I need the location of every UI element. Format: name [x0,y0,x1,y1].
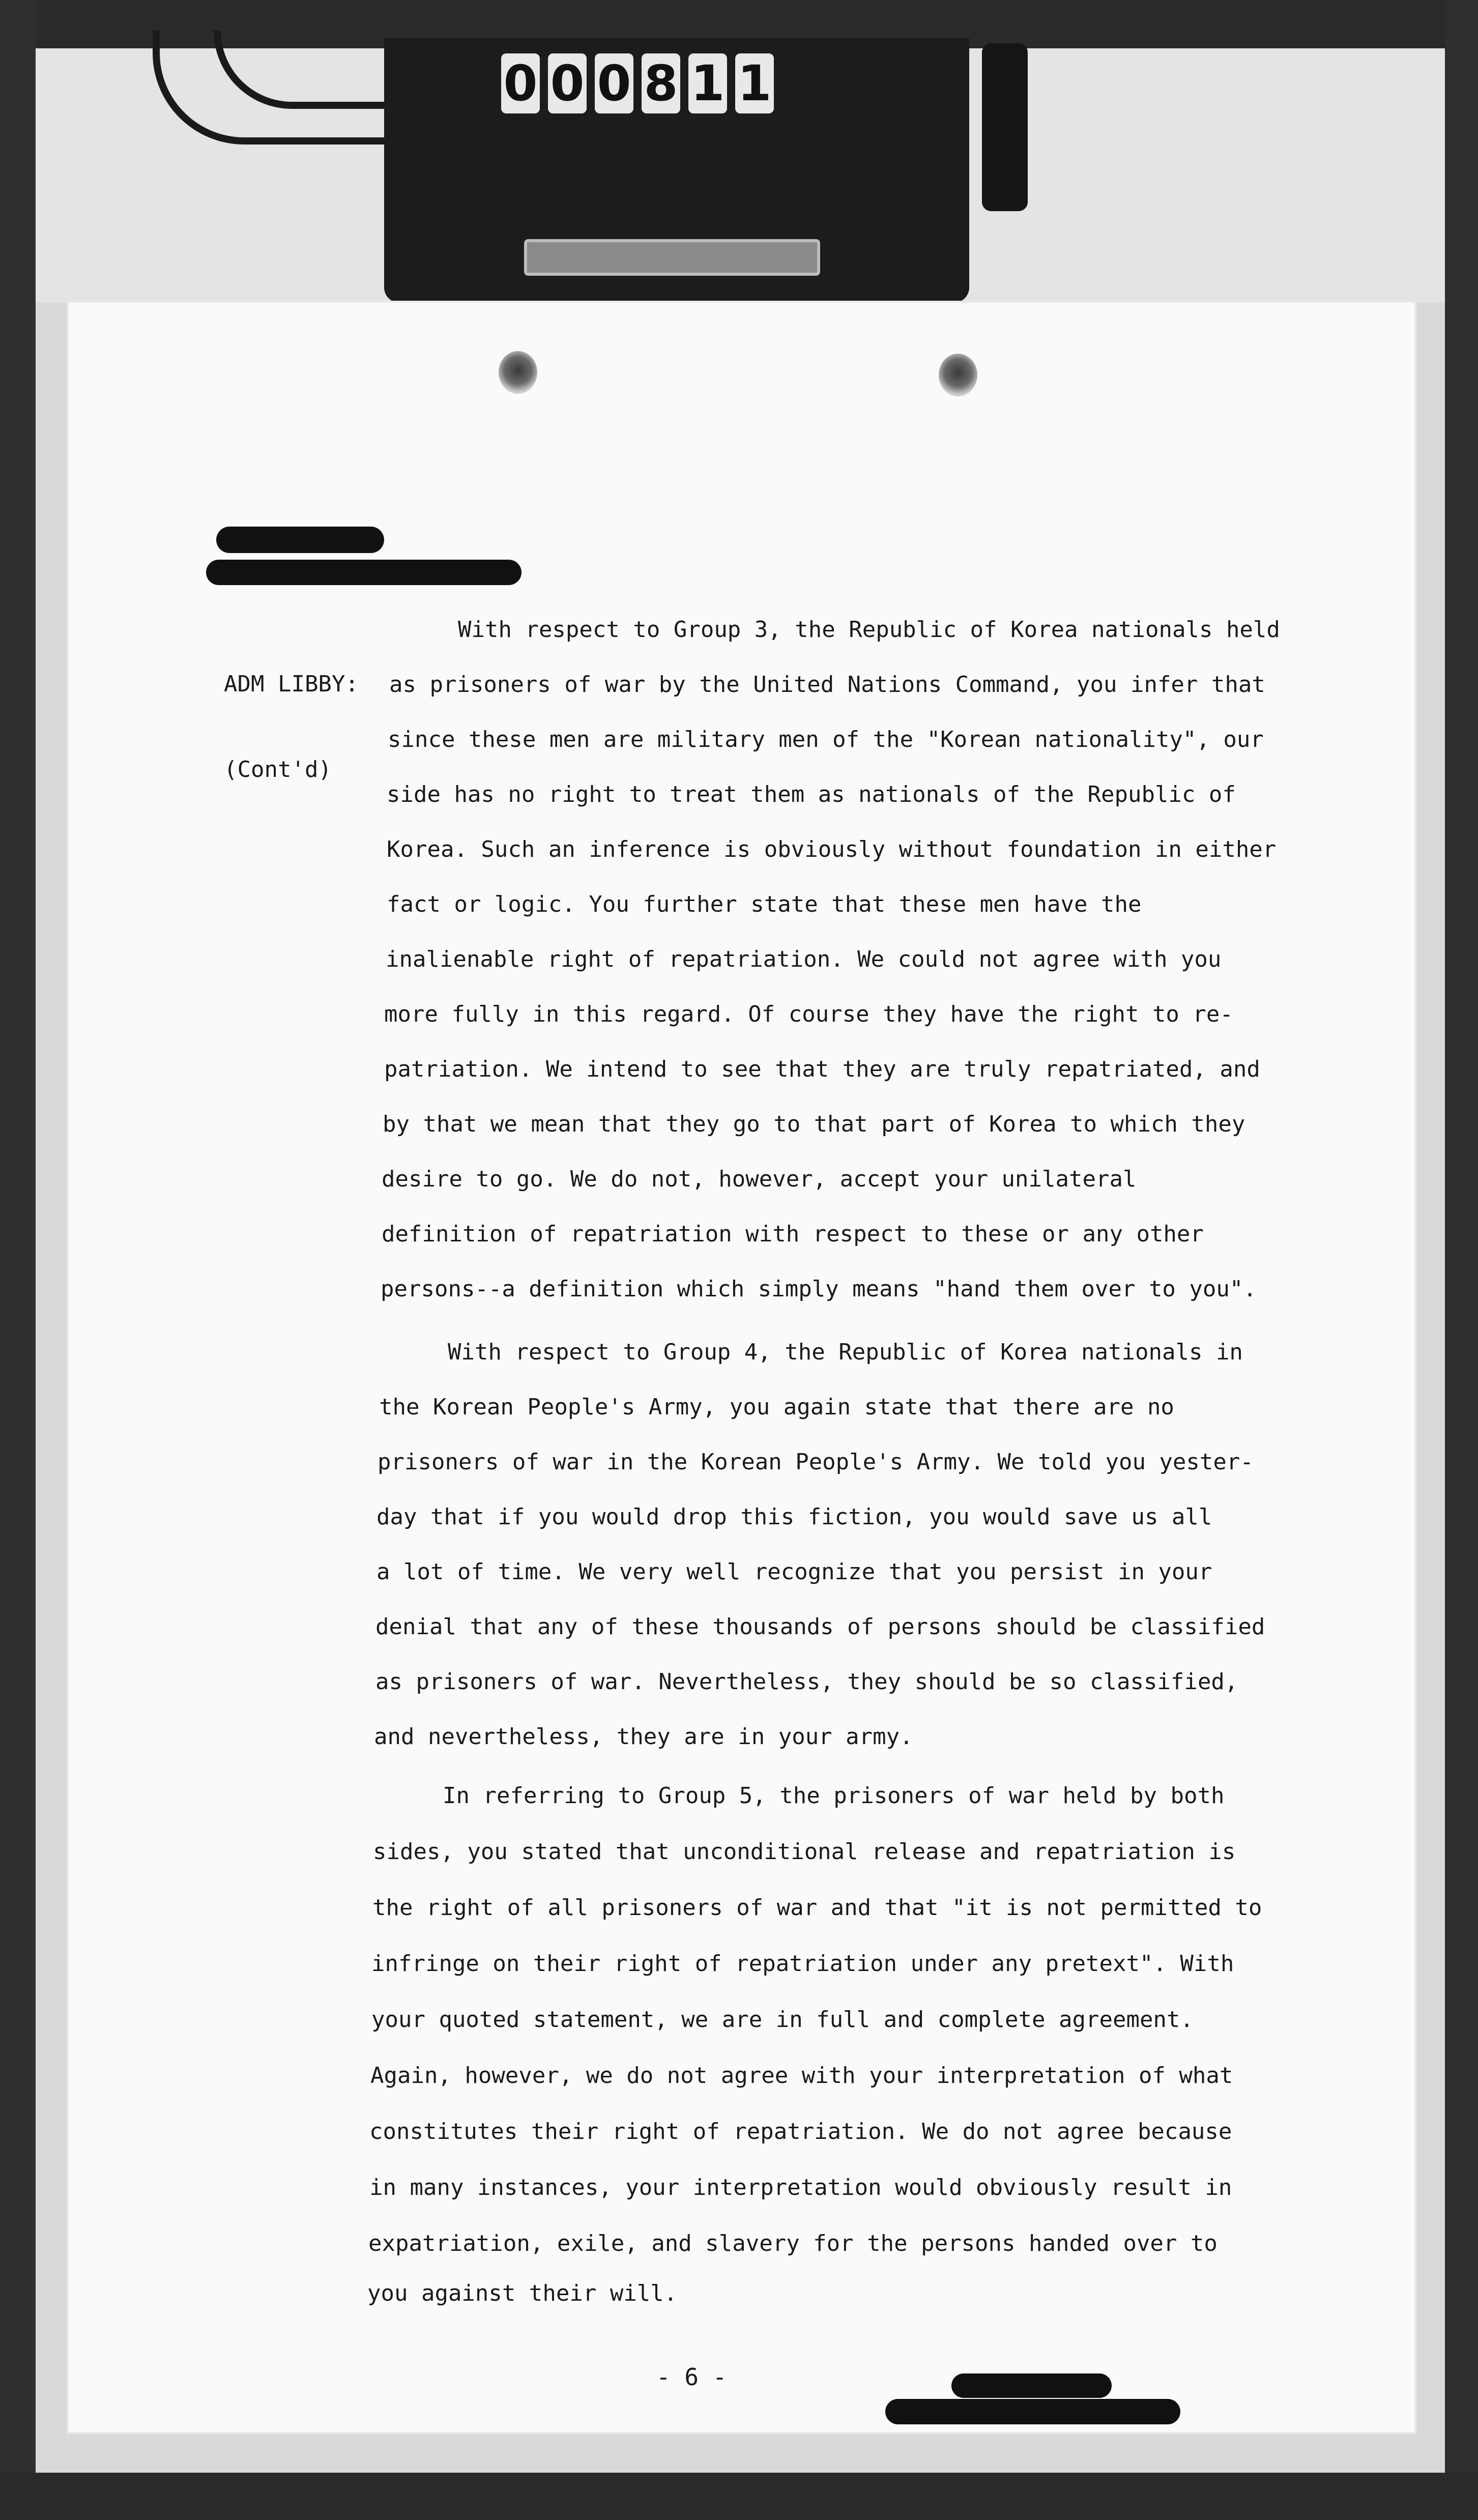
body-line: infringe on their right of repatriation under any pretext". With [371,1951,1234,1977]
counter-digit: 0 [548,53,587,113]
film-edge-right [1445,0,1478,2520]
redaction-bar [206,560,521,585]
counter-nameplate [524,239,820,276]
body-line: and nevertheless, they are in your army. [374,1724,913,1750]
body-line: as prisoners of war by the United Nations Command, you infer that [389,672,1265,698]
body-line: you against their will. [367,2280,678,2306]
speaker-continued-note: (Cont'd) [224,757,332,783]
body-line: With respect to Group 4, the Republic of Korea nationals in [448,1339,1243,1365]
body-line: side has no right to treat them as nationals of the Republic of [387,781,1236,807]
counter-digit: 1 [688,53,727,113]
body-line: since these men are military men of the "Korean nationality", our [388,727,1264,752]
film-edge-bottom [0,2473,1478,2520]
counter-digit: 0 [595,53,633,113]
punch-hole [939,354,977,396]
body-line: fact or logic. You further state that these men have the [387,891,1142,917]
body-line: With respect to Group 3, the Republic of Korea nationals held [458,617,1280,643]
film-edge-left [0,0,36,2520]
redaction-bar [216,527,384,553]
body-line: persons--a definition which simply means "hand them over to you". [381,1276,1257,1302]
body-line: your quoted statement, we are in full and complete agreement. [371,2007,1194,2033]
body-line: definition of repatriation with respect to these or any other [382,1221,1204,1247]
body-line: the Korean People's Army, you again state that there are no [379,1394,1174,1420]
body-line: Again, however, we do not agree with your interpretation of what [370,2063,1233,2089]
body-line: expatriation, exile, and slavery for the persons handed over to [368,2231,1218,2256]
body-line: sides, you stated that unconditional release and repatriation is [373,1839,1236,1865]
body-line: desire to go. We do not, however, accept your unilateral [382,1166,1137,1192]
body-line: Korea. Such an inference is obviously without foundation in either [387,836,1277,862]
body-line: constitutes their right of repatriation. We do not agree because [369,2119,1232,2145]
speaker-label [224,613,359,813]
frame-counter-digits [501,53,774,114]
body-line: in many instances, your interpretation would obviously result in [369,2175,1232,2200]
body-line: as prisoners of war. Nevertheless, they should be so classified, [375,1669,1238,1695]
redaction-bar [885,2399,1180,2424]
body-line: day that if you would drop this fiction, you would save us all [376,1504,1212,1530]
body-line: more fully in this regard. Of course they have the right to re- [384,1001,1233,1027]
speaker-name: ADM LIBBY: [224,671,359,697]
body-line: by that we mean that they go to that part of Korea to which they [383,1111,1245,1137]
redaction-bar [951,2373,1112,2398]
counter-digit: 8 [642,53,680,113]
body-line: patriation. We intend to see that they are truly repatriated, and [384,1056,1260,1082]
body-line: the right of all prisoners of war and that "it is not permitted to [372,1895,1262,1921]
counter-digit: 0 [501,53,540,113]
body-line: denial that any of these thousands of persons should be classified [375,1614,1265,1640]
punch-hole [499,351,537,394]
counter-digit: 1 [735,53,774,113]
counter-knob [982,43,1028,211]
body-line: In referring to Group 5, the prisoners of war held by both [443,1783,1225,1809]
body-line: a lot of time. We very well recognize that you persist in your [376,1559,1212,1585]
body-line: prisoners of war in the Korean People's Army. We told you yester- [378,1449,1254,1475]
body-line: inalienable right of repatriation. We could not agree with you [386,946,1222,972]
page-number: - 6 - [656,2363,727,2391]
